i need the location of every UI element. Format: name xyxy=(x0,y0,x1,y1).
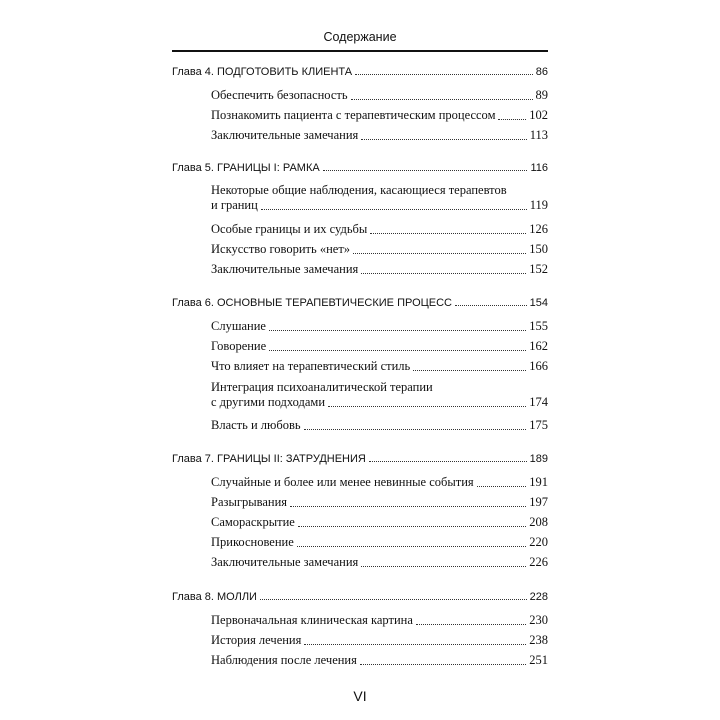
running-header: Содержание xyxy=(323,30,397,44)
page-ref: 230 xyxy=(529,613,548,627)
toc-section[interactable] xyxy=(211,128,548,143)
section-title: Наблюдения после лечения xyxy=(211,653,357,667)
section-title: Что влияет на терапевтический стиль xyxy=(211,359,411,373)
page-ref: 152 xyxy=(529,262,548,276)
section-title: Случайные и более или менее невинные события xyxy=(211,475,474,489)
section-title-line1: Некоторые общие наблюдения, касающиеся терапевтов xyxy=(211,183,507,197)
page-ref: 162 xyxy=(529,339,548,353)
section-title: Разыгрывания xyxy=(211,495,288,509)
page-ref: 175 xyxy=(529,418,548,432)
page-ref: 238 xyxy=(529,633,548,647)
dot-leader xyxy=(261,208,527,210)
dot-leader xyxy=(498,118,526,120)
page-ref: 251 xyxy=(529,653,548,667)
toc-chapter-6[interactable] xyxy=(172,297,548,309)
page-ref: 154 xyxy=(529,297,548,309)
dot-leader xyxy=(298,525,526,527)
section-title: Заключительные замечания xyxy=(211,262,359,276)
toc-section[interactable] xyxy=(211,88,548,103)
chapter-title: Глава 5. ГРАНИЦЫ I: РАМКА xyxy=(172,162,320,174)
toc-section[interactable] xyxy=(211,339,548,354)
toc-section[interactable] xyxy=(211,515,548,530)
section-title: Прикосновение xyxy=(211,535,294,549)
toc-section[interactable] xyxy=(211,262,548,277)
toc-section[interactable] xyxy=(211,633,548,648)
toc-section[interactable] xyxy=(211,613,548,628)
page-ref: 119 xyxy=(529,198,548,212)
dot-leader xyxy=(361,272,526,274)
dot-leader xyxy=(416,623,526,625)
dot-leader xyxy=(260,598,527,600)
toc-section[interactable] xyxy=(211,108,548,123)
toc-chapter-8[interactable] xyxy=(172,591,548,603)
section-title: Слушание xyxy=(211,319,266,333)
section-title: Особые границы и их судьбы xyxy=(211,222,368,236)
section-title-line2: с другими подходами xyxy=(211,395,326,409)
dot-leader xyxy=(369,460,527,462)
toc-section[interactable] xyxy=(211,380,548,410)
toc-section[interactable] xyxy=(211,535,548,550)
dot-leader xyxy=(323,169,528,171)
page-ref: 166 xyxy=(529,359,548,373)
toc-section[interactable] xyxy=(211,183,548,213)
chapter-title: Глава 8. МОЛЛИ xyxy=(172,591,257,603)
page-ref: 220 xyxy=(529,535,548,549)
section-title: Заключительные замечания xyxy=(211,555,359,569)
section-title-line2: и границ xyxy=(211,198,258,212)
toc-section[interactable] xyxy=(211,653,548,668)
toc-section[interactable] xyxy=(211,495,548,510)
section-title: Заключительные замечания xyxy=(211,128,359,142)
page-ref: 155 xyxy=(529,319,548,333)
page-ref: 86 xyxy=(535,66,548,78)
page-ref: 150 xyxy=(529,242,548,256)
dot-leader xyxy=(351,98,533,100)
section-title: Обеспечить безопасность xyxy=(211,88,348,102)
page-ref: 126 xyxy=(529,222,548,236)
dot-leader xyxy=(413,369,526,371)
chapter-title: Глава 6. ОСНОВНЫЕ ТЕРАПЕВТИЧЕСКИЕ ПРОЦЕСС xyxy=(172,297,452,309)
dot-leader xyxy=(269,329,526,331)
dot-leader xyxy=(297,545,526,547)
dot-leader xyxy=(370,232,526,234)
header-rule xyxy=(172,50,548,52)
toc-section[interactable] xyxy=(211,555,548,570)
section-title-line1: Интеграция психоаналитической терапии xyxy=(211,380,433,394)
page-ref: 102 xyxy=(529,108,548,122)
dot-leader xyxy=(355,73,533,75)
page-ref: 191 xyxy=(529,475,548,489)
section-title: Говорение xyxy=(211,339,267,353)
dot-leader xyxy=(290,505,526,507)
dot-leader xyxy=(304,643,526,645)
toc-section[interactable] xyxy=(211,418,548,433)
toc-section[interactable] xyxy=(211,222,548,237)
page-ref: 174 xyxy=(529,395,548,409)
page-ref: 226 xyxy=(529,555,548,569)
toc-section[interactable] xyxy=(211,359,548,374)
page-number: VI xyxy=(353,688,367,704)
toc-chapter-7[interactable] xyxy=(172,453,548,465)
chapter-title: Глава 7. ГРАНИЦЫ II: ЗАТРУДНЕНИЯ xyxy=(172,453,366,465)
section-title: Самораскрытие xyxy=(211,515,295,529)
section-title: Первоначальная клиническая картина xyxy=(211,613,413,627)
section-title: История лечения xyxy=(211,633,302,647)
dot-leader xyxy=(361,565,526,567)
dot-leader xyxy=(328,405,526,407)
dot-leader xyxy=(361,138,526,140)
dot-leader xyxy=(269,349,526,351)
dot-leader xyxy=(360,663,526,665)
dot-leader xyxy=(304,428,527,430)
section-title: Познакомить пациента с терапевтическим процессом xyxy=(211,108,496,122)
page-ref: 197 xyxy=(529,495,548,509)
toc-section[interactable] xyxy=(211,475,548,490)
section-title: Искусство говорить «нет» xyxy=(211,242,351,256)
page-ref: 116 xyxy=(530,162,548,174)
toc-chapter-4[interactable] xyxy=(172,66,548,78)
page-ref: 89 xyxy=(535,88,548,102)
toc-section[interactable] xyxy=(211,242,548,257)
page-ref: 208 xyxy=(529,515,548,529)
page-ref: 228 xyxy=(529,591,548,603)
page-ref: 189 xyxy=(529,453,548,465)
toc-section[interactable] xyxy=(211,319,548,334)
dot-leader xyxy=(477,485,527,487)
dot-leader xyxy=(353,252,526,254)
section-title: Власть и любовь xyxy=(211,418,301,432)
dot-leader xyxy=(455,304,527,306)
page-ref: 113 xyxy=(529,128,548,142)
toc-chapter-5[interactable] xyxy=(172,162,548,174)
chapter-title: Глава 4. ПОДГОТОВИТЬ КЛИЕНТА xyxy=(172,66,353,78)
